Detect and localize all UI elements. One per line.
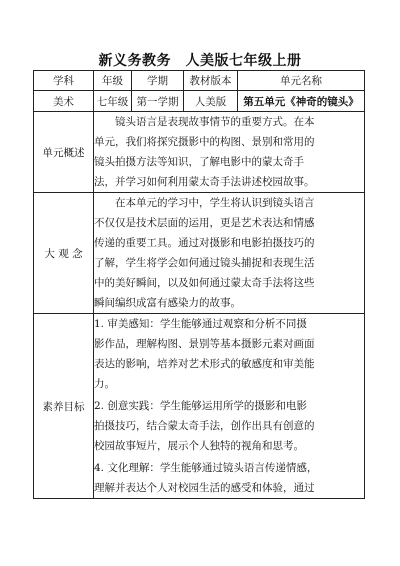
big-idea-row bbox=[34, 193, 365, 314]
header-unit-name: 单元名称 bbox=[238, 71, 365, 91]
value-grade: 七年级 bbox=[94, 91, 132, 112]
value-textbook-edition: 人美版 bbox=[184, 91, 238, 112]
text-line: 力。 bbox=[94, 378, 115, 390]
overview-row bbox=[34, 112, 365, 193]
text-line: 在本单元的学习中，学生将认识到镜头语言 bbox=[94, 197, 315, 209]
text-line: 法，并学习如何利用蒙太奇手法讲述校园故事。 bbox=[94, 176, 315, 188]
text-line: 影作品，理解构图、景别等基本摄影元素对画面 bbox=[94, 338, 315, 350]
goals-text bbox=[94, 314, 365, 499]
header-grade: 年级 bbox=[94, 71, 132, 91]
text-line: 中的美好瞬间，以及如何通过蒙太奇手法将这些 bbox=[94, 277, 315, 289]
goals-row bbox=[34, 314, 365, 499]
overview-text bbox=[94, 112, 365, 193]
text-line: 2. 创意实践：学生能够运用所学的摄影和电影 bbox=[94, 400, 307, 412]
table-header-row bbox=[34, 71, 365, 91]
text-line: 传递的重要工具。通过对摄影和电影拍摄技巧的 bbox=[94, 237, 315, 249]
text-line: 单元，我们将探究摄影中的构图、景别和常用的 bbox=[94, 136, 315, 148]
text-line: 4. 文化理解：学生能够通过镜头语言传递情感， bbox=[94, 462, 318, 474]
text-line: 了解，学生将学会如何通过镜头捕捉和表现生活 bbox=[94, 257, 315, 269]
table-value-row bbox=[34, 91, 365, 112]
unit-plan-table bbox=[33, 70, 365, 499]
text-line: 瞬间编织成富有感染力的故事。 bbox=[94, 297, 241, 309]
value-semester: 第一学期 bbox=[132, 91, 184, 112]
big-idea-text bbox=[94, 193, 365, 314]
text-line: 理解并表达个人对校园生活的感受和体验，通过 bbox=[94, 482, 315, 494]
value-unit-name: 第五单元《神奇的镜头》 bbox=[238, 91, 365, 112]
text-line: 拍摄技巧，结合蒙太奇手法，创作出具有创意的 bbox=[94, 420, 315, 432]
text-line: 镜头拍摄方法等知识，了解电影中的蒙太奇手 bbox=[94, 156, 304, 168]
goals-label: 素养目标 bbox=[34, 314, 94, 499]
text-line: 不仅仅是技术层面的运用，更是艺术表达和情感 bbox=[94, 217, 315, 229]
text-line: 校园故事短片，展示个人独特的视角和思考。 bbox=[94, 440, 304, 452]
text-line: 1. 审美感知：学生能够通过观察和分析不同摄 bbox=[94, 318, 307, 330]
text-line: 表达的影响，培养对艺术形式的敏感度和审美能 bbox=[94, 358, 315, 370]
header-semester: 学期 bbox=[132, 71, 184, 91]
overview-label: 单元概述 bbox=[34, 112, 94, 193]
header-textbook-edition: 教材版本 bbox=[184, 71, 238, 91]
text-line: 镜头语言是表现故事情节的重要方式。在本 bbox=[94, 116, 315, 128]
value-subject: 美术 bbox=[34, 91, 94, 112]
big-idea-label: 大 观 念 bbox=[34, 193, 94, 314]
header-subject: 学科 bbox=[34, 71, 94, 91]
page-title: 新义务教务 人美版七年级上册 bbox=[98, 53, 302, 69]
